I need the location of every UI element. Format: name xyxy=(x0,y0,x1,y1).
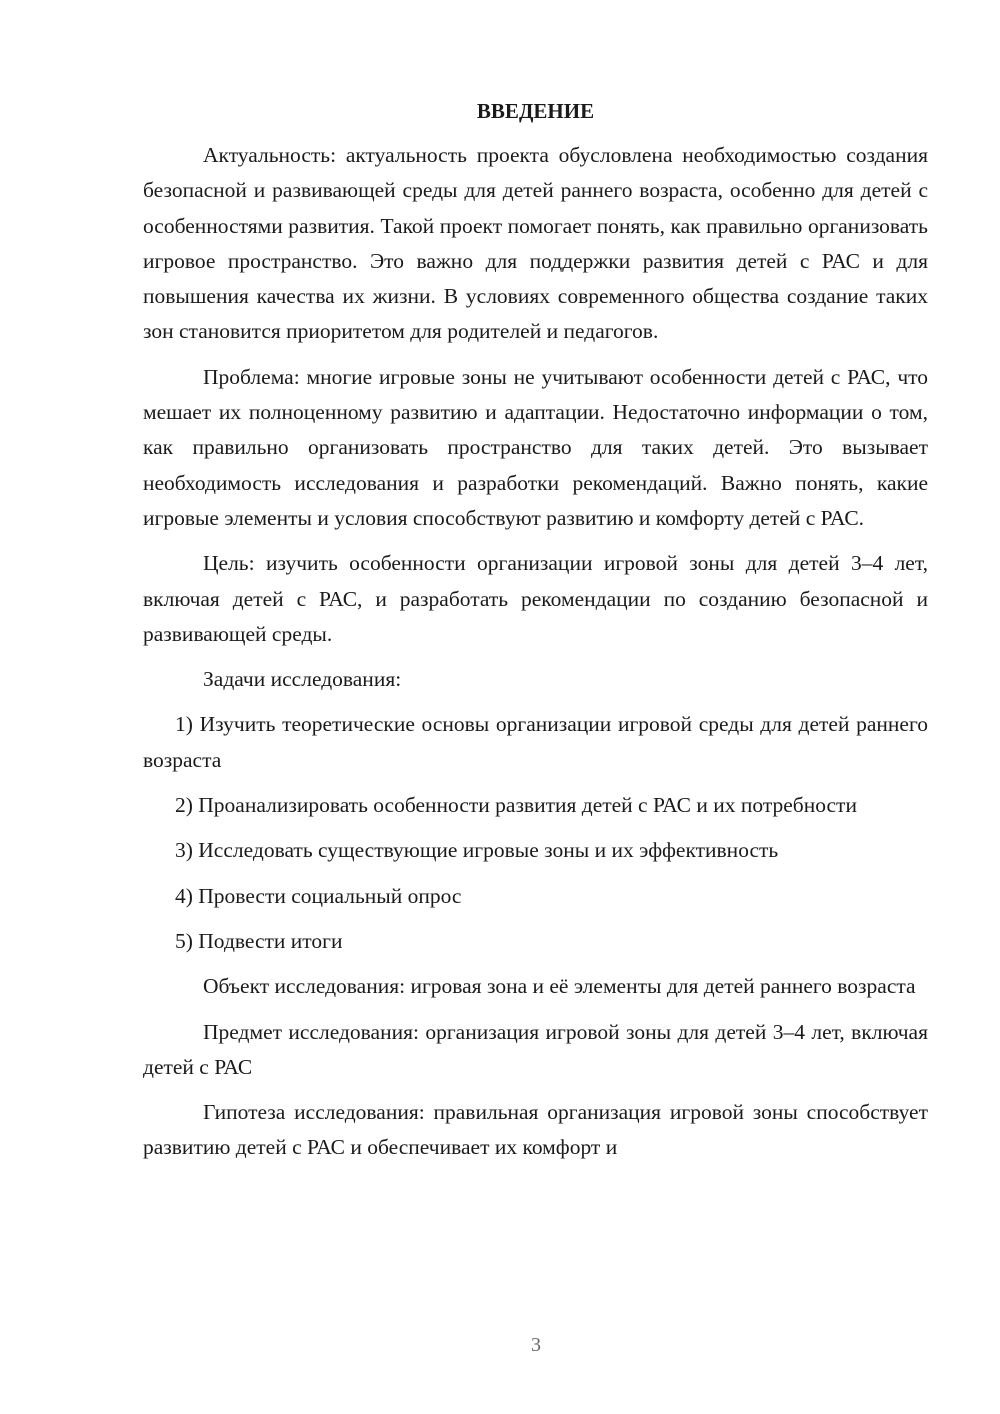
relevance-paragraph: Актуальность: актуальность проекта обусловлена необходимостью создания безопасной и развивающей среды для детей раннего возраста, особенно для детей с особенностями развития. Такой проект помогает понять, как правильно организовать игровое пространство. Это важно для поддержки развития детей с РАС и для повышения качества их жизни. В условиях современного общества создание таких зон становится приоритетом для родителей и педагогов. xyxy=(143,143,928,344)
task-item-1: 1) Изучить теоретические основы организации игровой среды для детей раннего возраста xyxy=(143,712,928,772)
hypothesis-paragraph: Гипотеза исследования: правильная организация игровой зоны способствует развитию детей с РАС и обеспечивает их комфорт и xyxy=(143,1100,928,1160)
tasks-heading: Задачи исследования: xyxy=(203,667,402,692)
task-item-3: 3) Исследовать существующие игровые зоны и их эффективность xyxy=(175,838,779,863)
page-content xyxy=(143,95,928,1166)
task-item-5: 5) Подвести итоги xyxy=(175,928,343,953)
object-paragraph: Объект исследования: игровая зона и её элементы для детей раннего возраста xyxy=(203,974,916,999)
problem-paragraph: Проблема: многие игровые зоны не учитывают особенности детей с РАС, что мешает их полноценному развитию и адаптации. Недостаточно информации о том, как правильно организовать пространство для таких детей. Это вызывает необходимость исследования и разработки рекомендаций. Важно понять, какие игровые элементы и условия способствуют развитию и комфорту детей с РАС. xyxy=(143,364,928,530)
subject-paragraph: Предмет исследования: организация игровой зоны для детей 3–4 лет, включая детей с РАС xyxy=(143,1019,928,1079)
task-item-2: 2) Проанализировать особенности развития детей с РАС и их потребности xyxy=(175,793,857,818)
goal-paragraph: Цель: изучить особенности организации игровой зоны для детей 3–4 лет, включая детей с РАС, и разработать рекомендации по созданию безопасной и развивающей среды. xyxy=(143,551,928,646)
task-item-4: 4) Провести социальный опрос xyxy=(175,883,462,908)
page-number: 3 xyxy=(531,1334,541,1356)
section-title: ВВЕДЕНИЕ xyxy=(476,99,595,123)
